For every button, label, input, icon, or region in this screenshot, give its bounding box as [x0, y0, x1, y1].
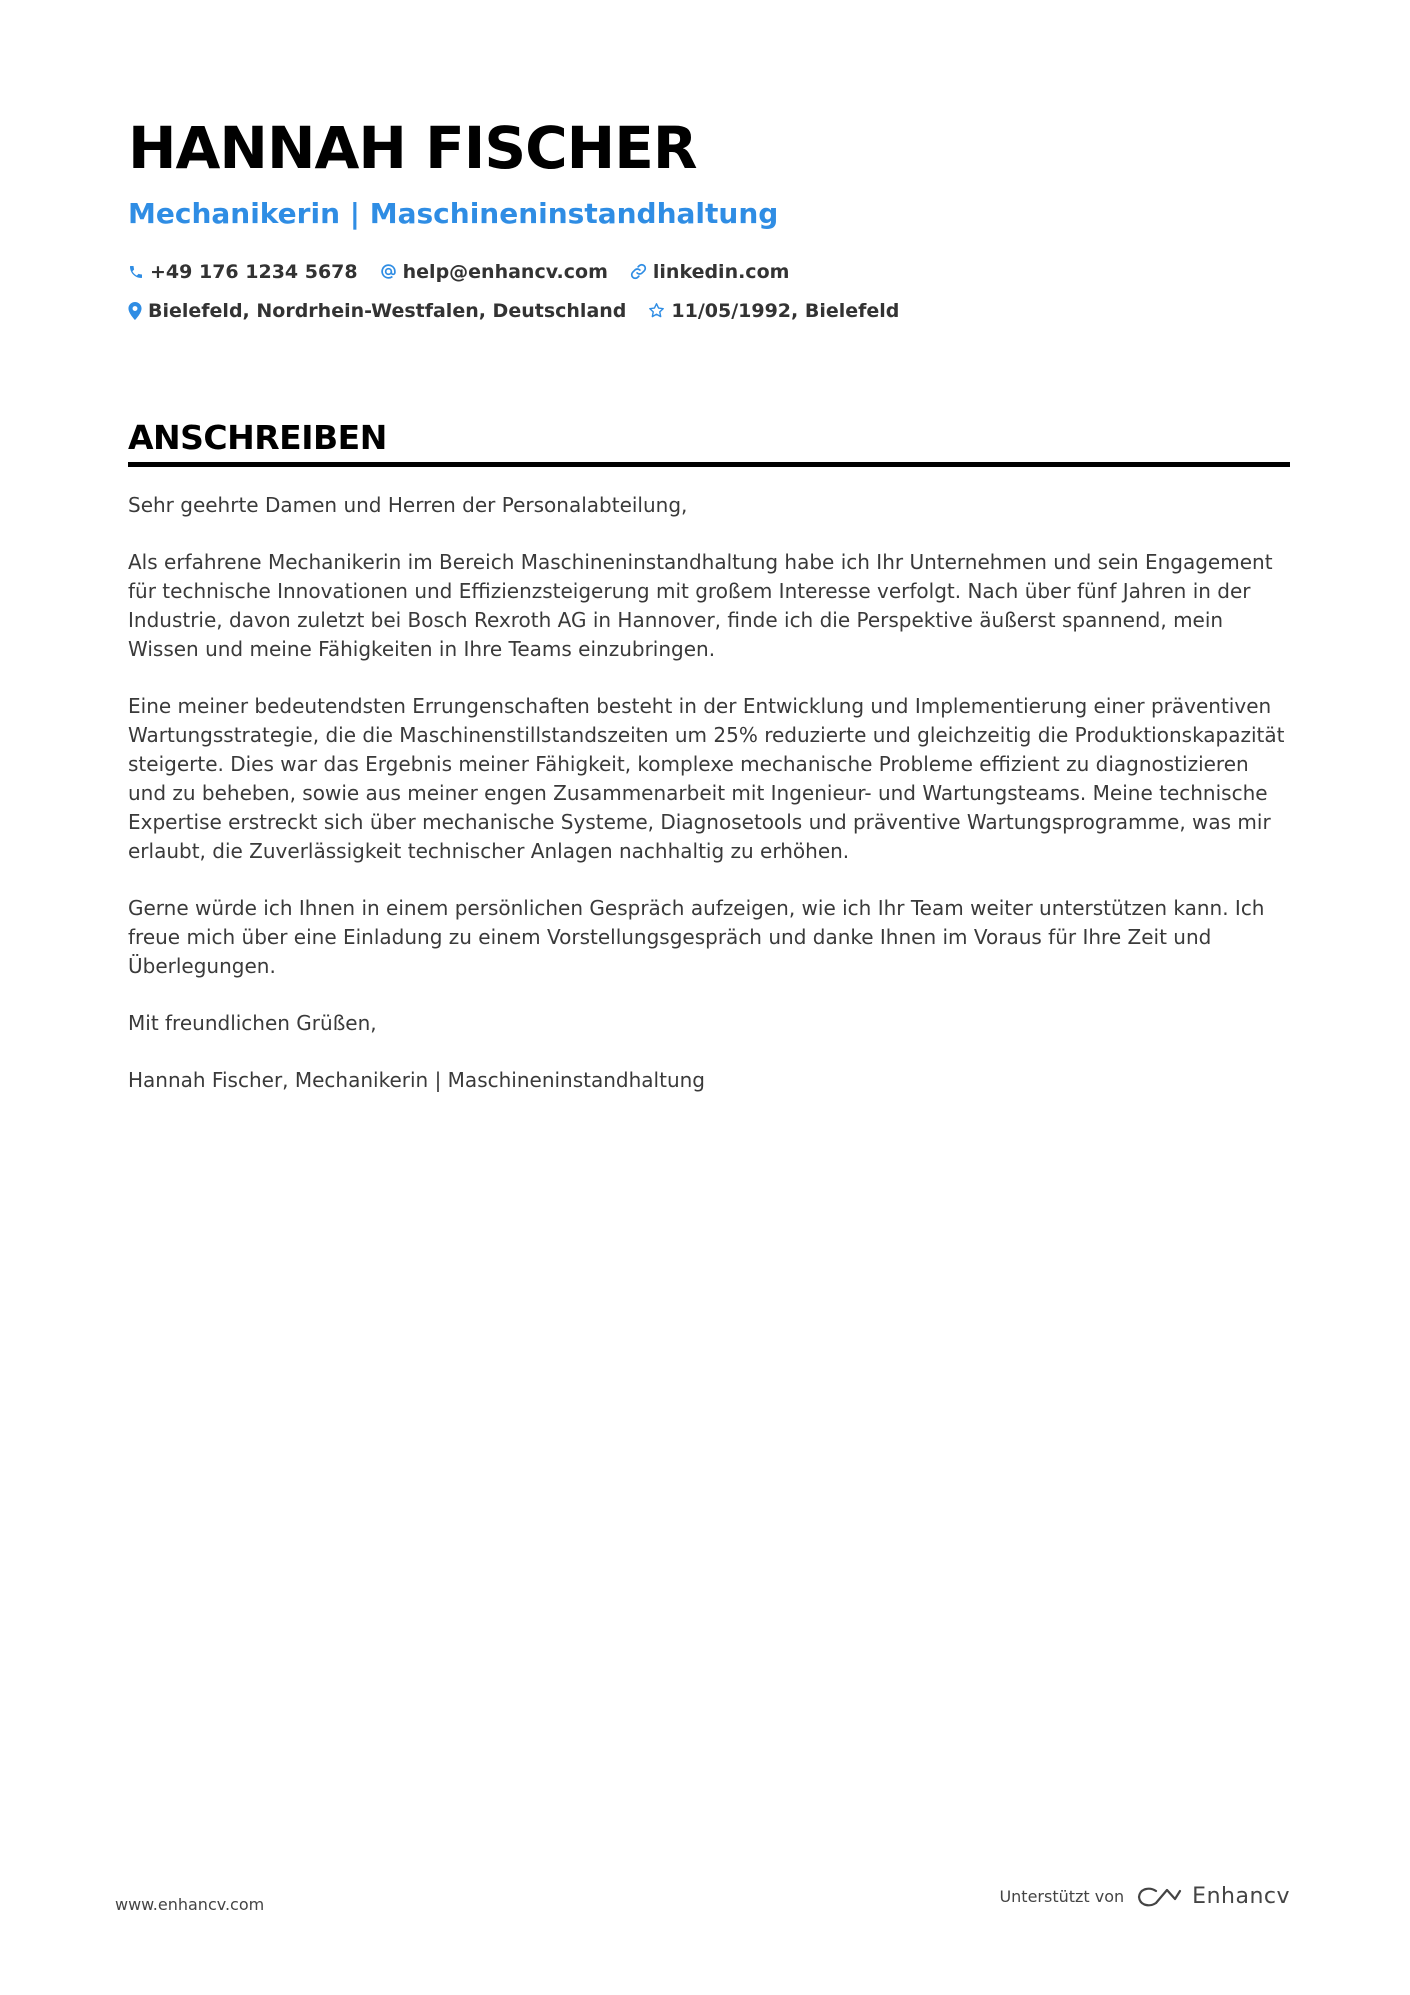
- contact-email[interactable]: [380, 252, 608, 291]
- contact-birthdate: [648, 291, 899, 330]
- section-divider: [128, 462, 1290, 467]
- contact-info: [128, 252, 1290, 330]
- link-icon: [630, 263, 647, 280]
- letter-paragraph: Eine meiner bedeutendsten Errungenschaften besteht in der Entwicklung und Implementierung einer präventiven Wartungsstrategie, die die Maschinenstillstandszeiten um 25% reduzierte und gleichzeitig die Produktionskapazität steigerte. Dies war das Ergebnis meiner Fähigkeit, komplexe mechanische Probleme effizient zu diagnostizieren und zu beheben, sowie aus meiner engen Zusammenarbeit mit Ingenieur- und Wartungsteams. Meine technische Expertise erstreckt sich über mechanische Systeme, Diagnosetools und präventive Wartungsprogramme, was mir erlaubt, die Zuverlässigkeit technischer Anlagen nachhaltig zu erhöhen.: [128, 694, 1285, 863]
- contact-location: [128, 291, 626, 330]
- applicant-name: HANNAH FISCHER: [128, 114, 697, 182]
- location-pin-icon: [128, 302, 142, 320]
- signature: Hannah Fischer, Mechanikerin | Maschineninstandhaltung: [128, 1068, 705, 1092]
- footer-website[interactable]: www.enhancv.com: [115, 1895, 265, 1914]
- at-icon: [380, 263, 397, 280]
- linkedin-text[interactable]: linkedin.com: [652, 260, 790, 283]
- phone-icon: [128, 264, 144, 280]
- powered-by-text: Unterstützt von: [999, 1887, 1125, 1906]
- applicant-title: Mechanikerin | Maschineninstandhaltung: [128, 197, 779, 230]
- salutation: Sehr geehrte Damen und Herren der Personalabteilung,: [128, 493, 688, 517]
- email-text[interactable]: help@enhancv.com: [402, 260, 608, 283]
- contact-phone: [128, 252, 358, 291]
- letter-body: [128, 491, 1290, 1095]
- cover-letter-page: [128, 108, 1290, 1123]
- star-icon: [648, 302, 665, 319]
- enhancv-logo-icon: [1136, 1885, 1182, 1909]
- brand-name: Enhancv: [1192, 1884, 1290, 1909]
- letter-paragraph: Als erfahrene Mechanikerin im Bereich Maschineninstandhaltung habe ich Ihr Unternehmen und sein Engagement für technische Innovationen und Effizienzsteigerung mit großem Interesse verfolgt. Nach über fünf Jahren in der Industrie, davon zuletzt bei Bosch Rexroth AG in Hannover, finde ich die Perspektive äußerst spannend, mein Wissen und meine Fähigkeiten in Ihre Teams einzubringen.: [128, 550, 1273, 661]
- letter-paragraph: Gerne würde ich Ihnen in einem persönlichen Gespräch aufzeigen, wie ich Ihr Team weiter unterstützen kann. Ich freue mich über eine Einladung zu einem Vorstellungsgespräch und danke Ihnen im Voraus für Ihre Zeit und Überlegungen.: [128, 896, 1265, 978]
- contact-linkedin[interactable]: [630, 252, 790, 291]
- footer-branding: [999, 1884, 1290, 1909]
- location-text: Bielefeld, Nordrhein-Westfalen, Deutschland: [148, 299, 627, 322]
- phone-text: +49 176 1234 5678: [150, 260, 358, 283]
- birthdate-text: 11/05/1992, Bielefeld: [671, 299, 900, 322]
- section-title: ANSCHREIBEN: [128, 418, 387, 457]
- closing: Mit freundlichen Grüßen,: [128, 1011, 377, 1035]
